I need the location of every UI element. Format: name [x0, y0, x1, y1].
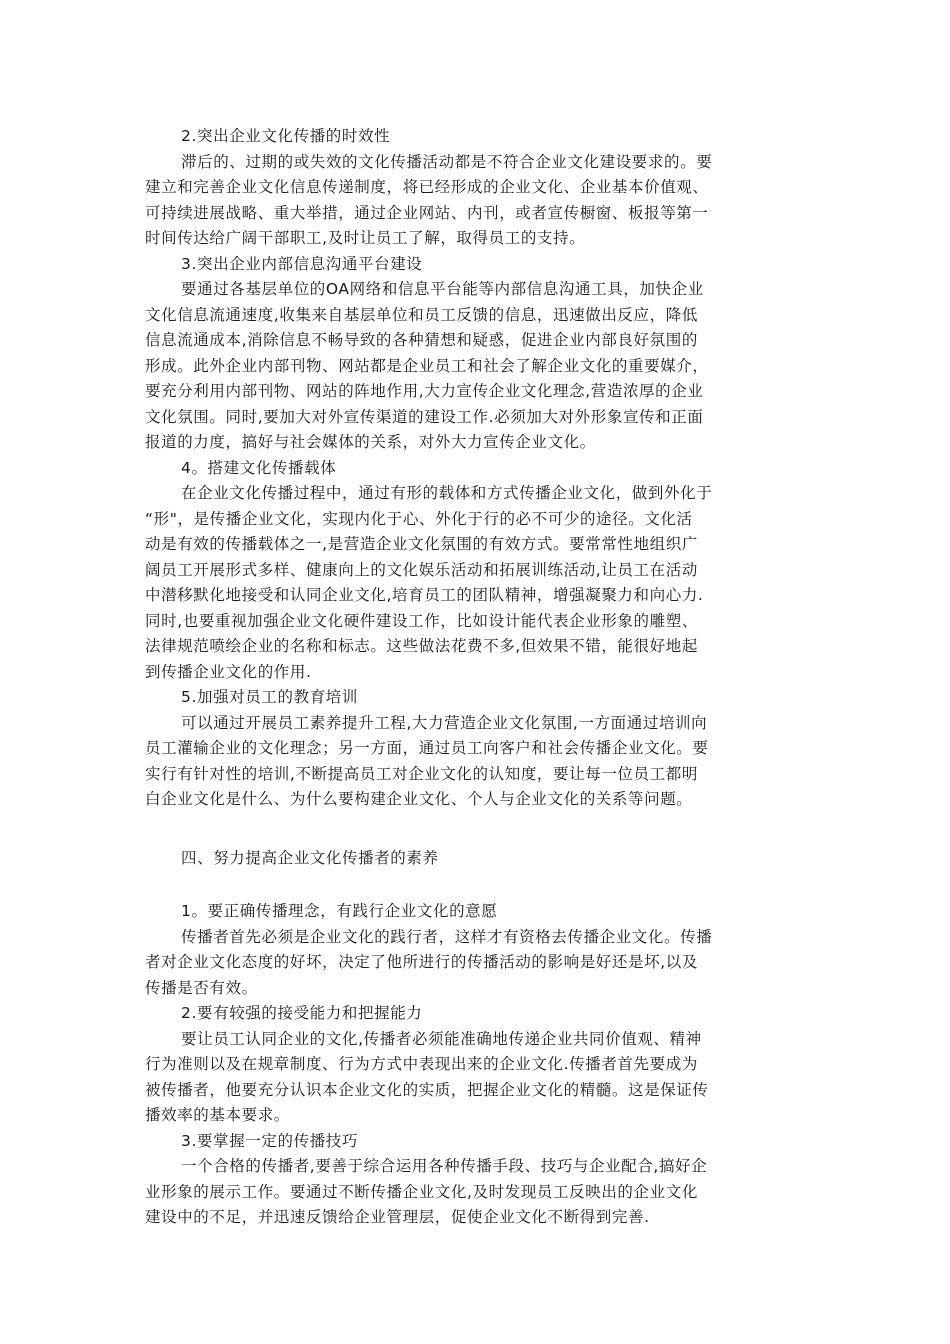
paragraph-line: 传播是否有效。	[145, 978, 258, 997]
paragraph-line: 信息流通成本,消除信息不畅导致的各种猜想和疑惑，促进企业内部良好氛围的	[145, 331, 698, 349]
paragraph-skills	[145, 1154, 809, 1231]
paragraph-line: 形成。此外企业内部刊物、网站都是企业员工和社会了解企业文化的重要媒介，	[145, 356, 709, 375]
heading-4-carrier: 4。搭建文化传播载体	[181, 458, 337, 477]
paragraph-line: 文化氛围。同时,要加大对外宣传渠道的建设工作.必须加大对外形象宣传和正面	[145, 407, 704, 426]
heading-3-skills: 3.要掌握一定的传播技巧	[181, 1131, 358, 1150]
heading-2-ability: 2.要有较强的接受能力和把握能力	[181, 1004, 423, 1022]
paragraph-line: 要通过各基层单位的OA网络和信息平台能等内部信息沟通工具，加快企业	[181, 280, 704, 298]
paragraph-line: 建立和完善企业文化信息传递制度，将已经形成的企业文化、企业基本价值观、	[145, 178, 709, 196]
paragraph-ability	[145, 1027, 809, 1129]
section-a	[145, 124, 809, 813]
paragraph-line: 到传播企业文化的作用.	[145, 662, 312, 681]
paragraph-line: 被传播者，他要充分认识本企业文化的实质，把握企业文化的精髓。这是保证传	[145, 1080, 709, 1099]
section-b	[145, 899, 809, 1231]
paragraph-line: 传播者首先必须是企业文化的践行者，这样才有资格去传播企业文化。传播	[181, 927, 713, 946]
paragraph-communication-platform	[145, 277, 809, 456]
paragraph-line: 要充分利用内部刊物、网站的阵地作用,大力宣传企业文化理念,营造浓厚的企业	[145, 382, 704, 400]
paragraph-line: 业形象的展示工作。要通过不断传播企业文化,及时发现员工反映出的企业文化	[145, 1182, 698, 1201]
section-title: 四、努力提高企业文化传播者的素养	[181, 849, 439, 867]
paragraph-line: 者对企业文化态度的好坏，决定了他所进行的传播活动的影响是好还是坏,以及	[145, 953, 698, 971]
paragraph-line: 要让员工认同企业的文化,传播者必须能准确地传递企业共同价值观、精神	[181, 1029, 702, 1048]
paragraph-training	[145, 711, 809, 813]
paragraph-line: 中潜移默化地接受和认同企业文化,培育员工的团队精神，增强凝聚力和向心力.	[145, 586, 704, 604]
paragraph-line: 可以通过开展员工素养提升工程,大力营造企业文化氛围,一方面通过培训向	[181, 713, 708, 732]
paragraph-line: 一个合格的传播者,要善于综合运用各种传播手段、技巧与企业配合,搞好企	[181, 1157, 708, 1175]
paragraph-line: 白企业文化是什么、为什么要构建企业文化、个人与企业文化的关系等问题。	[145, 790, 693, 808]
paragraph-line: 同时,也要重视加强企业文化硬件建设工作，比如设计能代表企业形象的雕塑、	[145, 611, 698, 630]
paragraph-line: 文化信息流通速度,收集来自基层单位和员工反馈的信息，迅速做出反应，降低	[145, 305, 698, 324]
paragraph-line: 法律规范喷绘企业的名称和标志。这些做法花费不多,但效果不错，能很好地起	[145, 637, 698, 655]
section-b-title-block	[145, 846, 809, 872]
paragraph-line: 报道的力度，搞好与社会媒体的关系，对外大力宣传企业文化。	[145, 433, 596, 451]
paragraph-line: 员工灌输企业的文化理念；另一方面，通过员工向客户和社会传播企业文化。要	[145, 739, 709, 757]
paragraph-line: 可持续进展战略、重大举措，通过企业网站、内刊，或者宣传橱窗、板报等第一	[145, 203, 709, 222]
paragraph-line: 建设中的不足，并迅速反馈给企业管理层，促使企业文化不断得到完善.	[145, 1208, 650, 1226]
heading-1-concept: 1。要正确传播理念，有践行企业文化的意愿	[181, 902, 498, 920]
heading-3-communication-platform: 3.突出企业内部信息沟通平台建设	[181, 254, 423, 273]
paragraph-line: 阔员工开展形式多样、健康向上的文化娱乐活动和拓展训练活动,让员工在活动	[145, 560, 698, 579]
paragraph-line: 动是有效的传播载体之一,是营造企业文化氛围的有效方式。要常常性地组织广	[145, 535, 698, 553]
paragraph-line: 播效率的基本要求。	[145, 1106, 290, 1124]
paragraph-line: 在企业文化传播过程中，通过有形的载体和方式传播企业文化，做到外化于	[181, 484, 713, 502]
paragraph-timeliness	[145, 150, 809, 252]
heading-2-timeliness: 2.突出企业文化传播的时效性	[181, 127, 391, 145]
paragraph-concept	[145, 925, 809, 1002]
paragraph-line: “形"，是传播企业文化，实现内化于心、外化于行的必不可少的途径。文化活	[145, 509, 693, 528]
paragraph-line: 滞后的、过期的或失效的文化传播活动都是不符合企业文化建设要求的。要	[181, 152, 713, 171]
paragraph-carrier	[145, 481, 809, 685]
paragraph-line: 时间传达给广阔干部职工,及时让员工了解，取得员工的支持。	[145, 229, 586, 247]
paragraph-line: 行为准则以及在规章制度、行为方式中表现出来的企业文化.传播者首先要成为	[145, 1055, 698, 1073]
paragraph-line: 实行有针对性的培训,不断提高员工对企业文化的认知度，要让每一位员工都明	[145, 764, 698, 783]
heading-5-training: 5.加强对员工的教育培训	[181, 688, 358, 706]
